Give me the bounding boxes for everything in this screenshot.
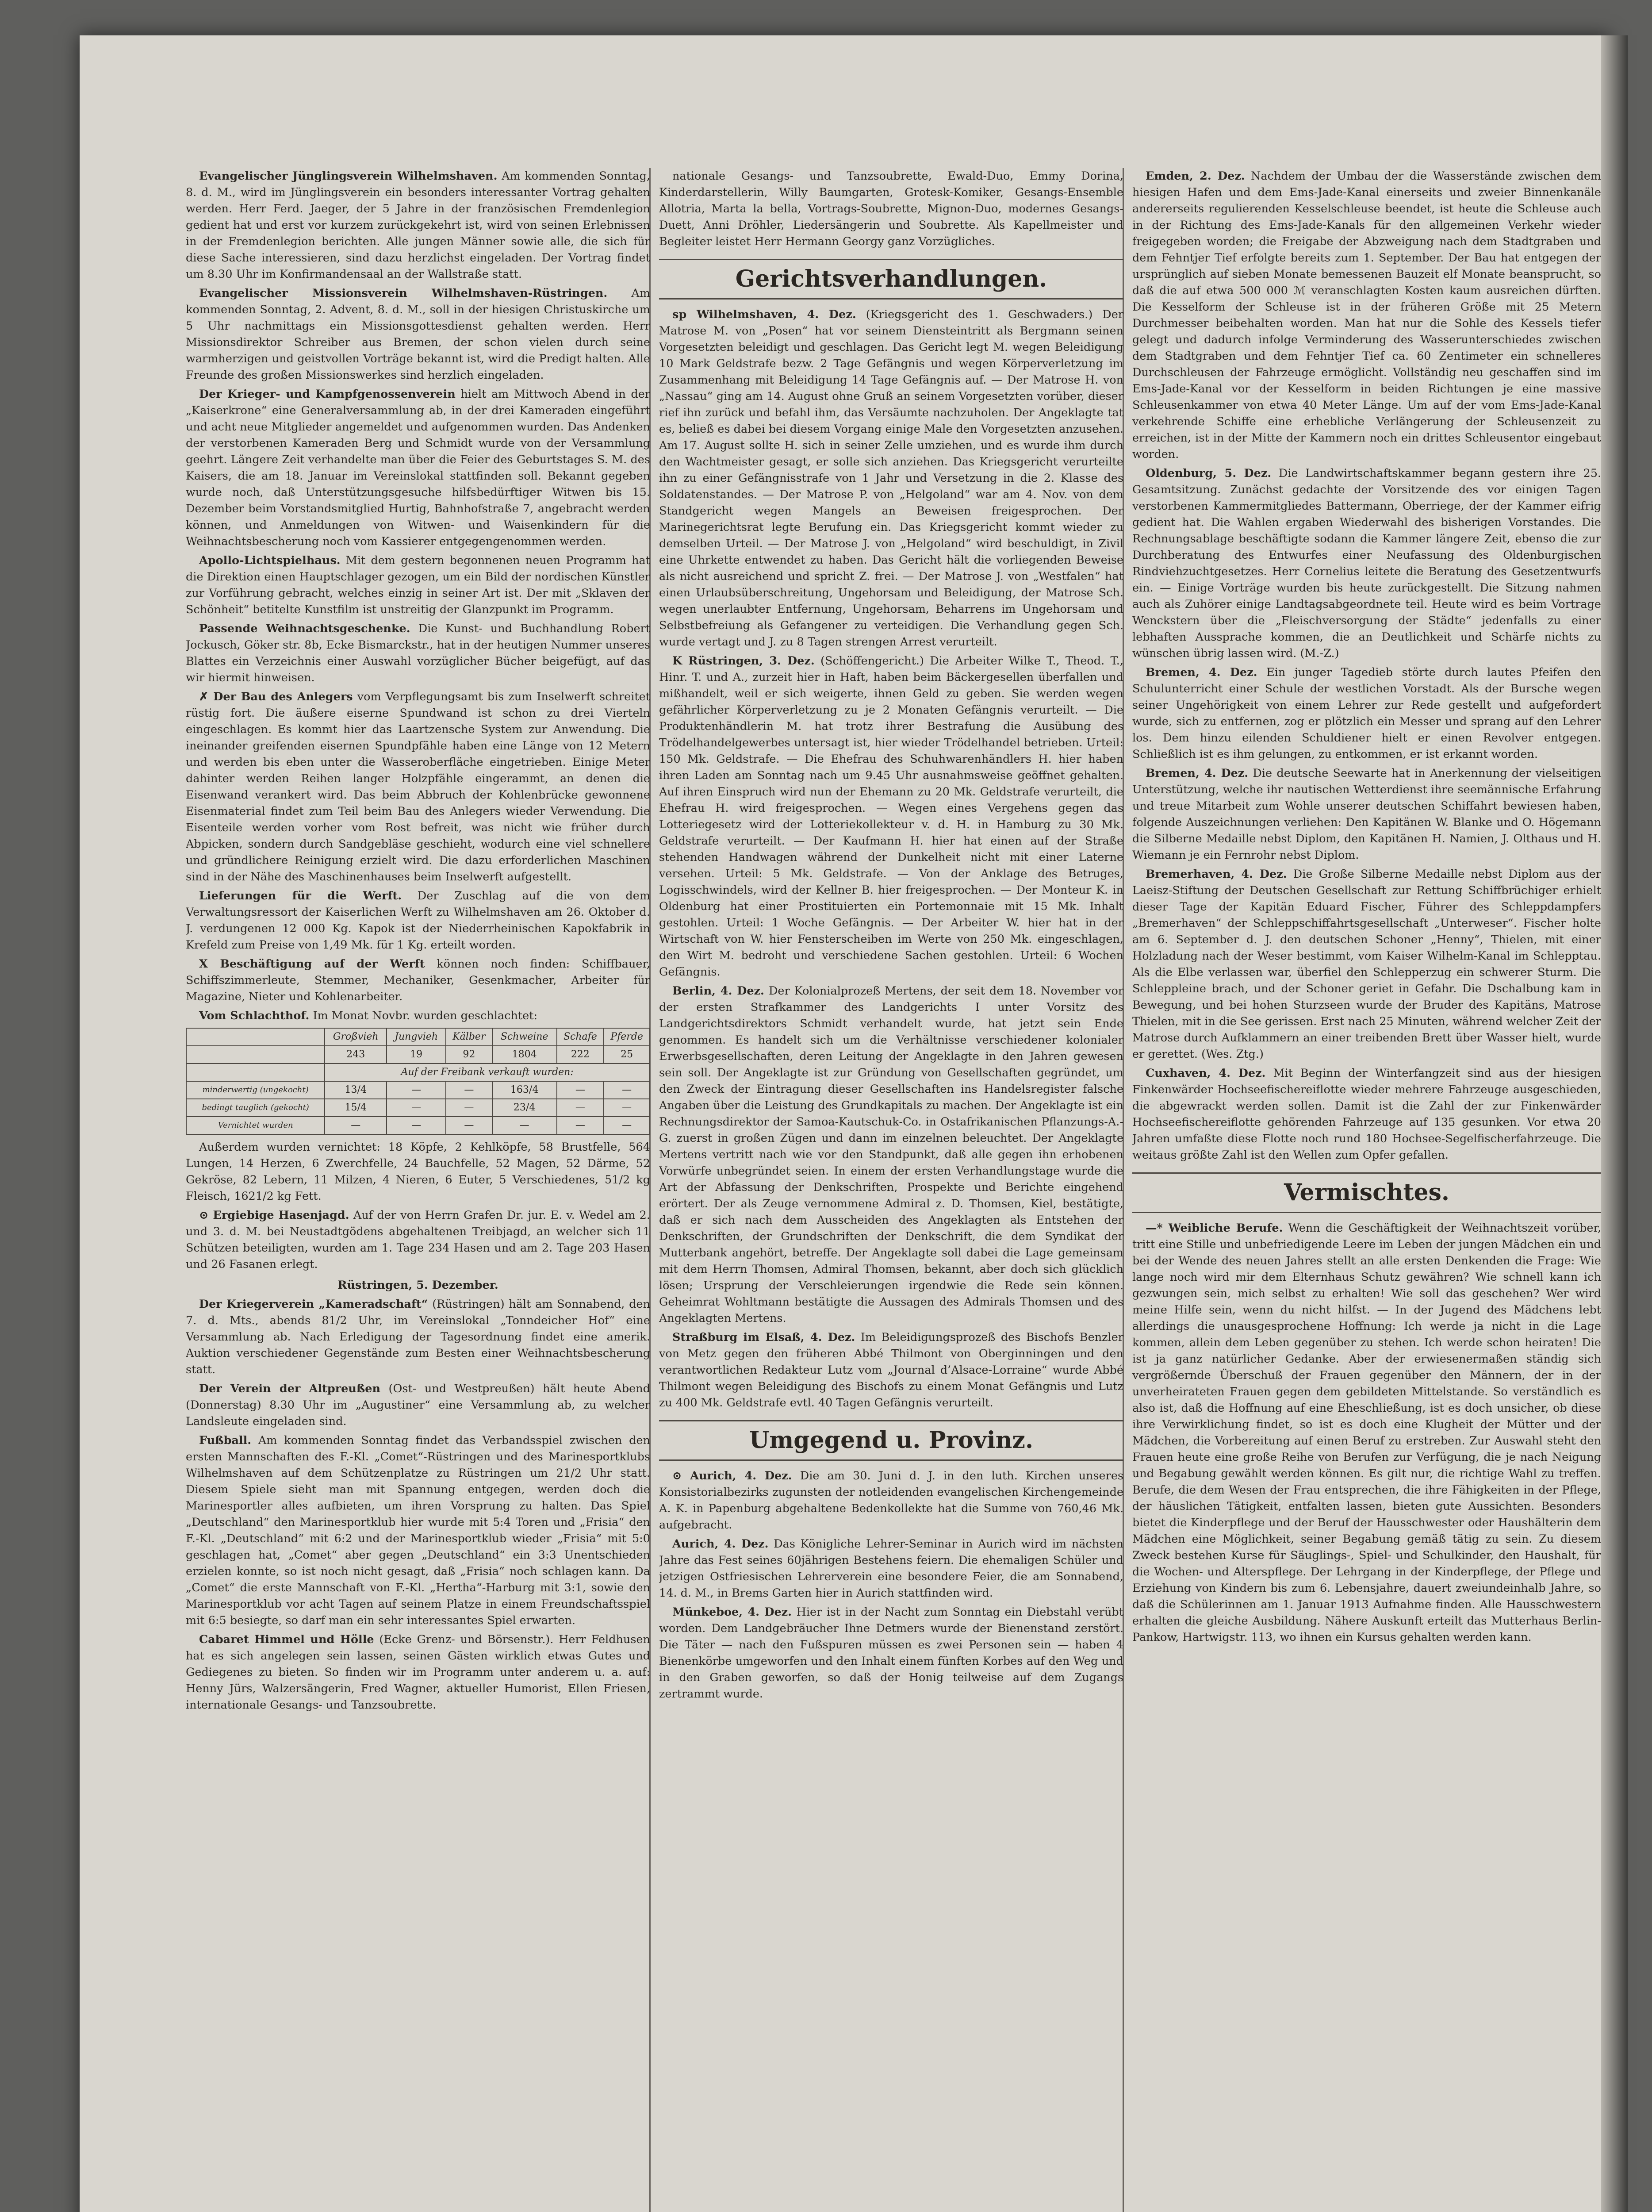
article-text: Auf der von Herrn Grafen Dr. jur. E. v. Wedel am 2. und 3. d. M. bei Neustadtgödens abgehaltenen Treibjagd, an welcher sich 11 Schützen beteiligten, wurden am 1. Tage 234 Hasen und am 2. Tage 203 Hasen und 26 Fasanen erlegt. [186, 1209, 650, 1271]
section-title-misc: Vermischtes. [1132, 1172, 1601, 1213]
table-corner-cell [186, 1064, 325, 1081]
article-lead: X Beschäftigung auf der Werft [199, 957, 425, 971]
article-text: Im Beleidigungsprozeß des Bischofs Benzler von Metz gegen den früheren Abbé Thilmont von Oberginningen und den verantwortlichen Redakteur Lutz vom „Journal d’Alsace-Lorraine“ wurde Abbé Thilmont wegen Beleidigung des Bischofs zu einem Monat Gefängnis und Lutz zu 400 Mk. Geldstrafe evtl. 40 Tagen Gefängnis verurteilt. [659, 1331, 1123, 1409]
article-lead: ✗ Der Bau des Anlegers [199, 690, 353, 703]
article-paragraph [186, 386, 650, 550]
table-row [186, 1099, 650, 1117]
table-row-label: minderwertig (ungekocht) [186, 1081, 325, 1099]
article-text: können noch finden: Schiffbauer, Schiffszimmerleute, Stemmer, Mechaniker, Gesenkmacher, Arbeiter für Magazine, Nieter und Kohlenarbeiter. [186, 957, 650, 1003]
article-lead: ⊙ Aurich, 4. Dez. [672, 1469, 792, 1482]
table-cell: — [446, 1117, 492, 1134]
table-header-cell: Kälber [446, 1028, 492, 1046]
table-cell: 15/4 [325, 1099, 387, 1117]
article-lead: Lieferungen für die Werft. [199, 889, 402, 902]
table-span-cell: Auf der Freibank verkauft wurden: [325, 1064, 650, 1081]
article-paragraph [659, 983, 1123, 1327]
article-paragraph [186, 553, 650, 618]
article-paragraph [659, 1468, 1123, 1533]
table-cell: 243 [325, 1046, 387, 1064]
article-lead: Apollo-Lichtspielhaus. [199, 554, 341, 567]
column-right [1132, 168, 1601, 2212]
article-lead: Bremen, 4. Dez. [1146, 666, 1257, 679]
table-row-label: bedingt tauglich (gekocht) [186, 1099, 325, 1117]
slaughterhouse-table [186, 1028, 650, 1135]
article-text: Ein junger Tagedieb störte durch lautes Pfeifen den Schulunterricht einer Schule der westlichen Vorstadt. Als der Bursche wegen seiner Ungehörigkeit von einem Lehrer zur Rede gestellt und aufgefordert wurde, sich zu entfernen, zog er plötzlich ein Messer und sprang auf den Lehrer los. Dem hinzu eilenden Schuldiener hielt er einen Revolver entgegen. Schließlich ist es ihm gelungen, zu entkommen, er ist erkannt worden. [1132, 666, 1601, 761]
article-text: Die Große Silberne Medaille nebst Diplom aus der Laeisz-Stiftung der Deutschen Gesellschaft zur Rettung Schiffbrüchiger erhielt dieser Tage der Kapitän Eduard Fischer, Führer des Schleppdampfers „Bremerhaven“ der Schleppschiffahrtsgesellschaft „Unterweser“. Fischer holte am 6. September d. J. den deutschen Schoner „Henny“, Thielen, mit einer Holzladung nach der Weser bestimmt, vom Kaiser Wilhelm-Kanal im Schlepptau. Als die Elbe verlassen war, überfiel den Schlepperzug ein schwerer Sturm. Die Schleppleine brach, und der Schoner geriet in Gefahr. Die Dschalbung kam in Bewegung, und bei hohen Sturzseen wurde der Bruder des Kapitäns, Matrose Thielen, mit in die See gerissen. Erst nach 25 Minuten, während welcher Zeit der Matrose durch Aufklammern an einer treibenden Brett über Wasser hielt, wurde er gerettet. (Wes. Ztg.) [1132, 868, 1601, 1061]
article-lead: Evangelischer Missionsverein Wilhelmshaven-Rüstringen. [199, 287, 608, 300]
article-lead: Bremen, 4. Dez. [1146, 767, 1249, 780]
article-text: Am kommenden Sonntag findet das Verbandsspiel zwischen den ersten Mannschaften des F.-Kl. „Comet“-Rüstringen und des Marinesportklubs Wilhelmshaven auf dem Schützenplatze zu Rüstringen um 21/2 Uhr statt. Diesem Spiele sieht man mit Spannung entgegen, werden doch die Marinesportler alles aufbieten, um ihren Vorsprung zu halten. Das Spiel „Deutschland“ den Marinesportklub hier wurde mit 5:4 Toren und „Frisia“ den F.-Kl. „Deutschland“ mit 6:2 und der Marinesportklub wieder „Frisia“ mit 5:0 geschlagen hat, „Comet“ aber gegen „Deutschland“ ein 3:3 Unentschieden erzielen konnte, so ist noch nicht gesagt, daß „Frisia“ noch schlagen kann. Da „Comet“ die erste Mannschaft von F.-Kl. „Hertha“-Harburg mit 3:1, sowie den Marinesportklub vor acht Tagen auf seinem Platze in einem Freundschaftsspiel mit 6:5 besiegte, so darf man ein sehr interessantes Spiel erwarten. [186, 1434, 650, 1627]
article-list [186, 168, 650, 1005]
article-text: Am kommenden Sonntag, 8. d. M., wird im Jünglingsverein ein besonders interessanter Vortrag gehalten werden. Herr Ferd. Jaeger, der 5 Jahre in der französischen Fremdenlegion gedient hat und erst vor kurzem zurückgekehrt ist, wird von seinen Erlebnissen in der Fremdenlegion berichten. Alle jungen Männer sowie alle, die sich für diese Sache interessieren, sind dazu herzlichst eingeladen. Der Vortrag findet um 8.30 Uhr im Konfirmandensaal an der Wallstraße statt. [186, 169, 650, 281]
article-paragraph [186, 285, 650, 384]
article-lead: Emden, 2. Dez. [1146, 169, 1245, 183]
table-row [186, 1064, 650, 1081]
table-cell: — [604, 1117, 650, 1134]
table-row [186, 1028, 650, 1046]
table-cell: — [557, 1117, 604, 1134]
article-text: (Schöffengericht.) Die Arbeiter Wilke T., Theod. T., Hinr. T. und A., zurzeit hier in Haft, haben beim Bäckergesellen überfallen und mißhandelt, weil er sich weigerte, ihnen Geld zu geben. Sie werden wegen gefährlicher Körperverletzung zu je 2 Monaten Gefängnis verurteilt. — Die Produktenhändlerin M. hat trotz ihrer Bestrafung die Ausübung des Trödelhandelgewerbes untersagt ist, hier wieder Trödelhandel betrieben. Urteil: 150 Mk. Geldstrafe. — Die Ehefrau des Schuhwarenhändlers H. hier haben ihren Laden am Sonntag nach um 9.45 Uhr ausnahmsweise geöffnet gehalten. Auf ihren Einspruch wird nun der Ehemann zu 20 Mk. Geldstrafe verurteilt, die Ehefrau H. wird freigesprochen. — Wegen eines Vergehens gegen das Lotteriegesetz wird der Lotteriekollekteur v. d. H. in Hamburg zu 30 Mk. Geldstrafe verurteilt. — Der Kaufmann H. hier hat einen auf der Straße stehenden Handwagen während der Dunkelheit nicht mit einer Laterne versehen. Urteil: 5 Mk. Geldstrafe. — Von der Anklage des Betruges, Logisschwindels, wird der Kellner B. hier freigesprochen. — Der Monteur K. in Oldenburg hat einer Prostituierten ein Portemonnaie mit 15 Mk. Inhalt gestohlen. Urteil: 1 Woche Gefängnis. — Der Arbeiter W. hier hat in der Wirtschaft von W. hier Fensterscheiben im Werte von 250 Mk. eingeschlagen, den Wirt M. bedroht und verschiedene Sachen gestohlen. Urteil: 6 Wochen Gefängnis. [659, 654, 1123, 979]
article-paragraph [186, 1381, 650, 1430]
table-cell: — [387, 1117, 446, 1134]
table-cell: — [557, 1099, 604, 1117]
table-header-cell: Jungvieh [387, 1028, 446, 1046]
article-paragraph [186, 1632, 650, 1713]
article-text: (Ecke Grenz- und Börsenstr.). Herr Feldhusen hat es sich angelegen sein lassen, seinen Gästen wirklich etwas Gutes und Gediegenes zu bieten. So finden wir im Programm unter anderem u. a. auf: Henny Jürs, Walzersängerin, Fred Wagner, aktueller Humorist, Ellen Friesen, internationale Gesangs- und Tanzsoubrette. [186, 1633, 650, 1712]
article-list [186, 1207, 650, 1273]
article-paragraph [659, 653, 1123, 980]
article-lead: Der Kriegerverein „Kameradschaft“ [199, 1298, 428, 1311]
article-list [186, 1296, 650, 1713]
article-lead: Der Verein der Altpreußen [199, 1382, 381, 1395]
article-paragraph [186, 621, 650, 686]
table-cell: 19 [387, 1046, 446, 1064]
continued-text: nationale Gesangs- und Tanzsoubrette, Ewald-Duo, Emmy Dorina, Kinderdarstellerin, Willy Baumgarten, Grotesk-Komiker, Gesangs-Ensemble Allotria, Marta la bella, Vortrags-Soubrette, Mignon-Duo, modernes Gesangs-Duett, Anni Dröhler, Liedersängerin und Soubrette. Als Kapellmeister und Begleiter leistet Herr Hermann Georgy ganz Vorzügliches. [659, 169, 1123, 248]
table-cell: 92 [446, 1046, 492, 1064]
article-text: vom Verpflegungsamt bis zum Inselwerft schreitet rüstig fort. Die äußere eiserne Spundwand ist schon zu drei Vierteln eingeschlagen. Es kommt hier das Laartzensche System zur Anwendung. Die ineinander greifenden eisernen Spundpfähle haben eine Länge von 12 Metern und werden bis eben unter die Wasseroberfläche eingetrieben. Einige Meter dahinter werden Reihen langer Holzpfähle eingerammt, an denen die Eisenwand verankert wird. Das beim Abbruch der Kohlenbrücke gewonnene Eisenmaterial findet zum Teil beim Bau des Anlegers wieder Verwendung. Die Eisenteile werden vorher vom Rost befreit, was nicht wie früher durch Abpicken, sondern durch Sandgebläse geschieht, wodurch eine viel schnellere und gründlichere Reinigung erzielt wird. Die dazu erforderlichen Maschinen sind in der Nähe des Maschinenhauses beim Inselwerft aufgestellt. [186, 690, 650, 883]
table-cell: — [325, 1117, 387, 1134]
table-corner-cell [186, 1046, 325, 1064]
table-cell: 222 [557, 1046, 604, 1064]
table-cell: 25 [604, 1046, 650, 1064]
article-lead: Cabaret Himmel und Hölle [199, 1633, 374, 1646]
table-cell: — [387, 1099, 446, 1117]
article-list [1132, 1220, 1601, 1646]
table-cell: 163/4 [492, 1081, 557, 1099]
article-lead: Aurich, 4. Dez. [672, 1537, 769, 1551]
table-cell: — [604, 1081, 650, 1099]
article-paragraph [659, 1604, 1123, 1702]
column-left [186, 168, 650, 2212]
article-list [659, 307, 1123, 1411]
article-paragraph [1132, 168, 1601, 463]
slaughterhouse-after: Außerdem wurden vernichtet: 18 Köpfe, 2 Kehlköpfe, 58 Brustfelle, 564 Lungen, 14 Herzen, 6 Zwerchfelle, 24 Bauchfelle, 52 Magen, 52 Därme, 52 Gekröse, 82 Lebern, 11 Milzen, 4 Nieren, 6 Euter, 5 Verschiedenes, 51/2 kg Fleisch, 1621/2 kg Fett. [186, 1141, 650, 1203]
article-lead: Fußball. [199, 1434, 252, 1447]
article-text: Am kommenden Sonntag, 2. Advent, 8. d. M., soll in der hiesigen Christuskirche um 5 Uhr nachmittags ein Missionsgottesdienst gehalten werden. Herr Missionsdirektor Schreiber aus Bremen, der schon vielen durch seine warmherzigen und geistvollen Vorträge bekannt ist, wird die Predigt halten. Alle Freunde des großen Missionswerkes sind herzlich eingeladen. [186, 287, 650, 382]
table-header-cell: Großvieh [325, 1028, 387, 1046]
article-text: Das Königliche Lehrer-Seminar in Aurich wird im nächsten Jahre das Fest seines 60jährigen Bestehens feiern. Die ehemaligen Schüler und jetzigen Ostfriesischen Lehrerverein eine besondere Feier, die am Sonnabend, 14. d. M., in Brems Garten hier in Aurich stattfinden wird. [659, 1537, 1123, 1600]
article-text: Die Landwirtschaftskammer begann gestern ihre 25. Gesamtsitzung. Zunächst gedachte der Vorsitzende des vor einigen Tagen verstorbenen Kammermitgliedes Battermann, Oberriege, der der Kammer eifrig gedient hat. Die Wahlen ergaben Wiederwahl des bisherigen Vorstandes. Die Rechnungsablage beschäftigte sodann die Kammer längere Zeit, ebenso die zur Durchberatung des Entwurfes einer Neufassung des Oldenburgischen Rindviehzuchtgesetzes. Herr Cornelius leitete die Beratung des Gesetzentwurfs ein. — Einige Vorträge wurden bis heute zurückgestellt. Die Sitzung nahmen auch als Zuhörer einige Landtagsabgeordnete teil. Heute wird es beim Vortrage Wenckstern über die „Fleischversorgung der Städte“ jedenfalls zu einer lebhaften Aussprache kommen, die an Deutlichkeit und Schärfe nichts zu wünschen übrig lassen wird. (M.-Z.) [1132, 467, 1601, 660]
article-text: (Ost- und Westpreußen) hält heute Abend (Donnerstag) 8.30 Uhr im „Augustiner“ eine Versammlung ab, zu welcher Landsleute eingeladen sind. [186, 1382, 650, 1428]
article-paragraph [186, 1296, 650, 1378]
article-lead: ⊙ Ergiebige Hasenjagd. [199, 1209, 349, 1222]
article-lead: Der Krieger- und Kampfgenossenverein [199, 388, 456, 401]
article-text: Die am 30. Juni d. J. in den luth. Kirchen unseres Konsistorialbezirks zugunsten der notleidenden evangelischen Kirchengemeinde A. K. in Papenburg abgehaltene Bedenkollekte hat die Summe von 760,46 Mk. aufgebracht. [659, 1469, 1123, 1532]
article-paragraph [1132, 1220, 1601, 1646]
article-paragraph [1132, 465, 1601, 662]
article-lead: Münkeboe, 4. Dez. [672, 1605, 792, 1619]
article-paragraph [1132, 765, 1601, 864]
table-row [186, 1117, 650, 1134]
article-text: Hier ist in der Nacht zum Sonntag ein Diebstahl verübt worden. Dem Landgebräucher Ihne Detmers wurde der Bienenstand zerstört. Die Täter — nach den Fußspuren müssen es zwei Personen sein — haben 4 Bienenkörbe umgeworfen und den Inhalt einem fünften Korbes auf den Weg und in den Graben geworfen, so daß der Honig teilweise auf dem Zugangs zertrammt wurde. [659, 1605, 1123, 1701]
article-paragraph [659, 307, 1123, 650]
article-text: Mit Beginn der Winterfangzeit sind aus der hiesigen Finkenwärder Hochseefischereiflotte wieder mehrere Fahrzeuge ausgeschieden, die abgewrackt werden sollen. Damit ist die Zahl der zur Finkenwärder Hochseefischereiflotte gehörenden Fahrzeuge auf 135 gesunken. Vor etwa 20 Jahren umfaßte diese Flotte noch rund 180 Hochsee-Segelfischerfahrzeuge. Die weitaus größte Zahl ist den Wellen zum Opfer gefallen. [1132, 1067, 1601, 1162]
table-cell: 13/4 [325, 1081, 387, 1099]
table-cell: — [604, 1099, 650, 1117]
article-paragraph [186, 168, 650, 283]
article-text: Die deutsche Seewarte hat in Anerkennung der vielseitigen Unterstützung, welche ihr nautischen Wetterdienst ihre seemännische Erfahrung und treue Mitarbeit zum Wohle unserer deutschen Schiffahrt bewiesen haben, folgende Auszeichnungen verliehen: Den Kapitänen W. Blanke und O. Högemann die Silberne Medaille nebst Diplom, den Kapitänen H. Namien, J. Olthaus und H. Wiemann je ein Fernrohr nebst Diplom. [1132, 767, 1601, 862]
table-cell: — [557, 1081, 604, 1099]
dateline-rustringen: Rüstringen, 5. Dezember. [337, 1279, 498, 1292]
article-paragraph [186, 1432, 650, 1629]
section-title-court: Gerichtsverhandlungen. [659, 259, 1123, 300]
article-paragraph [1132, 866, 1601, 1063]
table-header-cell: Schafe [557, 1028, 604, 1046]
table-corner-cell [186, 1028, 325, 1046]
table-row-label: Vernichtet wurden [186, 1117, 325, 1134]
article-lead: Evangelischer Jünglingsverein Wilhelmshaven. [199, 169, 498, 183]
article-text: Die Kunst- und Buchhandlung Robert Jockusch, Göker str. 8b, Ecke Bismarckstr., hat in der heutigen Nummer unseres Blattes ein Verzeichnis einer Auswahl vorzüglicher Bücher beigefügt, auf das wir hiermit hinweisen. [186, 622, 650, 684]
article-lead: Passende Weihnachtsgeschenke. [199, 622, 410, 635]
table-cell: 23/4 [492, 1099, 557, 1117]
column-middle [659, 168, 1123, 2212]
article-paragraph [186, 1207, 650, 1273]
table-header-cell: Schweine [492, 1028, 557, 1046]
article-text: hielt am Mittwoch Abend in der „Kaiserkrone“ eine Generalversammlung ab, in der drei Kameraden eingeführt und acht neue Mitglieder angemeldet und aufgenommen wurden. Das Andenken der verstorbenen Kameraden Berg und Schmidt wurde von der Versammlung geehrt. Längere Zeit verhandelte man über die Feier des Geburtstages S. M. des Kaisers, die am 18. Januar im Vereinslokal stattfinden soll. Bekannt gegeben wurde noch, daß Unterstützungsgesuche hilfsbedürftiger Witwen bis 15. Dezember beim Vorstandsmitglied Hurtig, Bahnhofstraße 7, angebracht werden können, und Anmeldungen von Witwen- und Waisenkindern für die Weihnachtsbescherung noch vom Kassierer entgegengenommen werden. [186, 388, 650, 548]
article-text: (Kriegsgericht des 1. Geschwaders.) Der Matrose M. von „Posen“ hat vor seinem Diensteintritt als Bergmann seinen Vorgesetzten beleidigt und geschlagen. Das Gericht legt M. wegen Beleidigung 10 Mark Geldstrafe bezw. 2 Tage Gefängnis und wegen Körperverletzung im Zusammenhang mit Beleidigung 14 Tage Gefängnis auf. — Der Matrose H. von „Nassau“ ging am 14. August ohne Gruß an seinem Vorgesetzten vorüber, dieser rief ihn zurück und befahl ihm, das Versäumte nachzuholen. Der Angeklagte tat es, beließ es dabei bei diesem Vorgang einige Male den Vorgesetzten anzusehen. Am 17. August sollte H. sich in seiner Zelle umziehen, und es wurde ihm durch den Wachtmeister gesagt, er solle sich anziehen. Das Kriegsgericht verurteilte ihn zu einer Gefängnisstrafe von 1 Jahr und Versetzung in die 2. Klasse des Soldatenstandes. — Der Matrose P. von „Helgoland“ war am 4. Nov. von dem Standgericht wegen Mangels an Beweisen freigesprochen. Der Marinegerichtsrat legte Berufung ein. Das Kriegsgericht kommt wieder zu demselben Urteil. — Der Matrose J. von „Helgoland“ wird beschuldigt, in Zivil eine Uhrkette entwendet zu haben. Das Gericht hält die vorliegenden Beweise als nicht ausreichend und spricht Z. frei. — Der Matrose J. von „Westfalen“ hat einen Urlaubsüberschreitung, Ungehorsam und Beleidigung, der Matrose Sch. wegen unerlaubter Entfernung, Ungehorsam, Beharrens im Ungehorsam und Selbstbefreiung als Gefangener zu verteidigen. Die Verhandlung gegen Sch. wurde vertagt und J. zu 8 Tagen strengen Arrest verurteilt. [659, 308, 1123, 649]
article-lead: K Rüstringen, 3. Dez. [672, 654, 815, 668]
article-paragraph [1132, 664, 1601, 763]
article-lead: Berlin, 4. Dez. [672, 984, 764, 998]
table-row [186, 1046, 650, 1064]
article-lead: Cuxhaven, 4. Dez. [1146, 1067, 1266, 1080]
article-paragraph [1132, 1065, 1601, 1164]
article-lead: sp Wilhelmshaven, 4. Dez. [672, 308, 856, 321]
article-text: Mit dem gestern begonnenen neuen Programm hat die Direktion einen Hauptschlager gezogen, um ein Bild der nordischen Künstler zur Vorführung gebracht, welches einzig in seiner Art ist. Der mit „Sklaven der Schönheit“ betitelte Kunstfilm ist unstreitig der Glanzpunkt im Programm. [186, 554, 650, 616]
article-text: Wenn die Geschäftigkeit der Weihnachtszeit vorüber, tritt eine Stille und unbefriedigende Leere im Leben der jungen Mädchen ein und bei der Wende des neuen Jahres stellt an alle ersten Denkenden die Frage: Wie lange noch wird mir dem Elternhaus Schutz gewähren? Wie schnell kann ich gezwungen sein, mich selbst zu erhalten! Wie soll das geschehen? Wer wird meine Hilfe sein, wenn du nicht hilfst. — In der Jugend des Mädchens lebt allerdings die unausgesprochene Hoffnung: Ich werde ja nicht in die Lage kommen, allein dem Leben gegenüber zu stehen. Ich werde schon heiraten! Die ist ja ganz natürlicher Gedanke. Aber der erwiesenermaßen ständig sich vergrößernde Überschuß der Frauen gegenüber den Männern, der in der unverheirateten Frauen gegen dem gebildeten Mittelstande. So verständlich es also ist, daß die Hoffnung auf eine Eheschließung, ist es doch unsicher, ob diese ihre Verwirklichung findet, so ist es doch eine Klugheit der Mütter und der Mädchen, die Vorbereitung auf einen Beruf zu erstreben. Zur Auswahl steht den Frauen heute eine große Reihe von Berufen zur Verfügung, die je nach Neigung und Begabung gewählt werden können. Es gilt nur, die richtige Wahl zu treffen. Berufe, die dem Wesen der Frau entsprechen, die ihre Fähigkeiten in der Pflege, der häuslichen Tätigkeit, entfalten lassen, bieten gute Aussichten. Besonders bietet die Kinderpflege und der Beruf der Hausschwester oder Haushälterin dem Mädchen eine Möglichkeit, seiner Begabung gemäß tätig zu sein. Zu diesem Zweck bestehen Kurse für Säuglings-, Spiel- und Schulkinder, den Haushalt, für die Wochen- und Alterspflege. Der Lehrgang in der Kinderpflege, der Pflege und Erziehung von Kindern bis zum 6. Lebensjahre, dauert zweiundeinhalb Jahre, so daß die Schülerinnen am 1. Januar 1913 Aufnahme finden. Alle Hausschwestern erhalten die gleiche Ausbildung. Nähere Auskunft erteilt das Mutterhaus Berlin-Pankow, Hartwigstr. 113, wo ihnen ein Kursus gehalten werden kann. [1132, 1221, 1601, 1644]
table-header-cell: Pferde [604, 1028, 650, 1046]
article-lead: —* Weibliche Berufe. [1146, 1221, 1283, 1235]
article-paragraph [659, 1536, 1123, 1601]
table-row [186, 1081, 650, 1099]
article-text: (Rüstringen) hält am Sonnabend, den 7. d. Mts., abends 81/2 Uhr, im Vereinslokal „Tonndeicher Hof“ eine Versammlung ab. Nach Erledigung der Tagesordnung findet eine amerik. Auktion verschiedener Gegenstände zum Besten einer Weihnachtsbescherung statt. [186, 1298, 650, 1376]
article-list [1132, 168, 1601, 1164]
section-title-province: Umgegend u. Provinz. [659, 1420, 1123, 1461]
article-text: Nachdem der Umbau der die Wasserstände zwischen dem hiesigen Hafen und dem Ems-Jade-Kanal einerseits und zweier Binnenkanäle andererseits regulierenden Kesselschleuse beendet, ist heute die Schleuse auch in der Richtung des Ems-Jade-Kanals für den allgemeinen Verkehr wieder freigegeben worden; die Freigabe der Abzweigung nach dem Stadtgraben und dem Fehntjer Tief erfolgte bereits zum 1. September. Der Bau hat entgegen der ursprünglich auf sieben Monate bemessenen Bauzeit elf Monate beansprucht, so daß die auf etwa 500 000 ℳ veranschlagten Kosten kaum ausreichen dürften. Die Kesselform der Schleuse ist in der früheren Größe mit 25 Metern Durchmesser beibehalten worden. Man hat nur die Sohle des Kessels tiefer gelegt und dadurch infolge Verminderung des Wasserunterschiedes zwischen dem Stadtgraben und dem Fehntjer Tief ca. 60 Zentimeter ein schnelleres Durchschleusen der Fahrzeuge ermöglicht. Vollständig neu geschaffen sind im Ems-Jade-Kanal vor der Kesselform in beiden Richtungen je eine massive Schleusenkammer von etwa 40 Meter Länge. Um auf der vom Ems-Jade-Kanal verkehrende Schiffe eine erhebliche Verlängerung der Schleusenzeit zu erreichen, ist in der Mitte der Kammern noch ein drittes Schleusentor eingebaut worden. [1132, 169, 1601, 461]
article-list [659, 1468, 1123, 1702]
table-cell: 1804 [492, 1046, 557, 1064]
table-cell: — [492, 1117, 557, 1134]
article-lead: Oldenburg, 5. Dez. [1146, 467, 1272, 480]
article-lead: Straßburg im Elsaß, 4. Dez. [672, 1331, 855, 1344]
article-paragraph [186, 888, 650, 953]
table-cell: — [387, 1081, 446, 1099]
article-lead: Bremerhaven, 4. Dez. [1146, 868, 1287, 881]
newspaper-page [80, 35, 1610, 2212]
article-paragraph [659, 1329, 1123, 1411]
article-paragraph [186, 956, 650, 1005]
slaughterhouse-heading: Vom Schlachthof. Im Monat Novbr. wurden geschlachtet: [199, 1009, 538, 1022]
article-text: Der Zuschlag auf die von dem Verwaltungsressort der Kaiserlichen Werft zu Wilhelmshaven am 26. Oktober d. J. verdungenen 12 000 Kg. Kapok ist der Niederrheinischen Kapokfabrik in Krefeld zum Preise von 1,49 Mk. für 1 Kg. erteilt worden. [186, 889, 650, 952]
table-cell: — [446, 1099, 492, 1117]
table-cell: — [446, 1081, 492, 1099]
article-paragraph [186, 689, 650, 885]
article-text: Der Kolonialprozeß Mertens, der seit dem 18. November vor der ersten Strafkammer des Landgerichts I unter Vorsitz des Landgerichtsdirektors Schmidt verhandelt wurde, hat jetzt sein Ende genommen. Es handelt sich um die Verhältnisse verschiedener kolonialer Erwerbsgesellschaften, deren Leitung der Angeklagte in den Jahren gewesen sein soll. Der Angeklagte ist zur Gründung von Gesellschaften gegründet, um den Zweck der Eintragung dieser Gesellschaften ins Handelsregister falsche Angaben über die Leistung des Grundkapitals zu machen. Der Angeklagte ist ein Rechnungsdirektor der Samoa-Kautschuk-Co. in Ostafrikanischen Pflanzungs-A.-G. zuerst in großen Zügen und dann im einzelnen beleuchtet. Der Angeklagte Mertens vertritt nach wie vor den Standpunkt, daß alle gegen ihn erhobenen Vorwürfe unbegründet seien. In einem der ersten Verhandlungstage wurde die Art der Abfassung der Denkschriften, Prospekte und Berichte eingehend erörtert. Der als Zeuge vernommene Admiral z. D. Thomsen, Kiel, bestätigte, daß er sich nach dem Ausscheiden des Angeklagten als Entstehen der Denkschriften, der Grundschriften der Denkschrift, die dem Syndikat der Mutterbank angehört, betreffe. Der Angeklagte soll dabei die Lage gemeinsam mit dem Herrn Thomsen, Admiral Thomsen, bekannt, aber doch sich glücklich lösen; Ursprung der Verschleierungen irgendwie die Rede sein können. Geheimrat Wohltmann bestätigte die Aussagen des Admirals Thomsen und des Angeklagten Mertens. [659, 984, 1123, 1325]
